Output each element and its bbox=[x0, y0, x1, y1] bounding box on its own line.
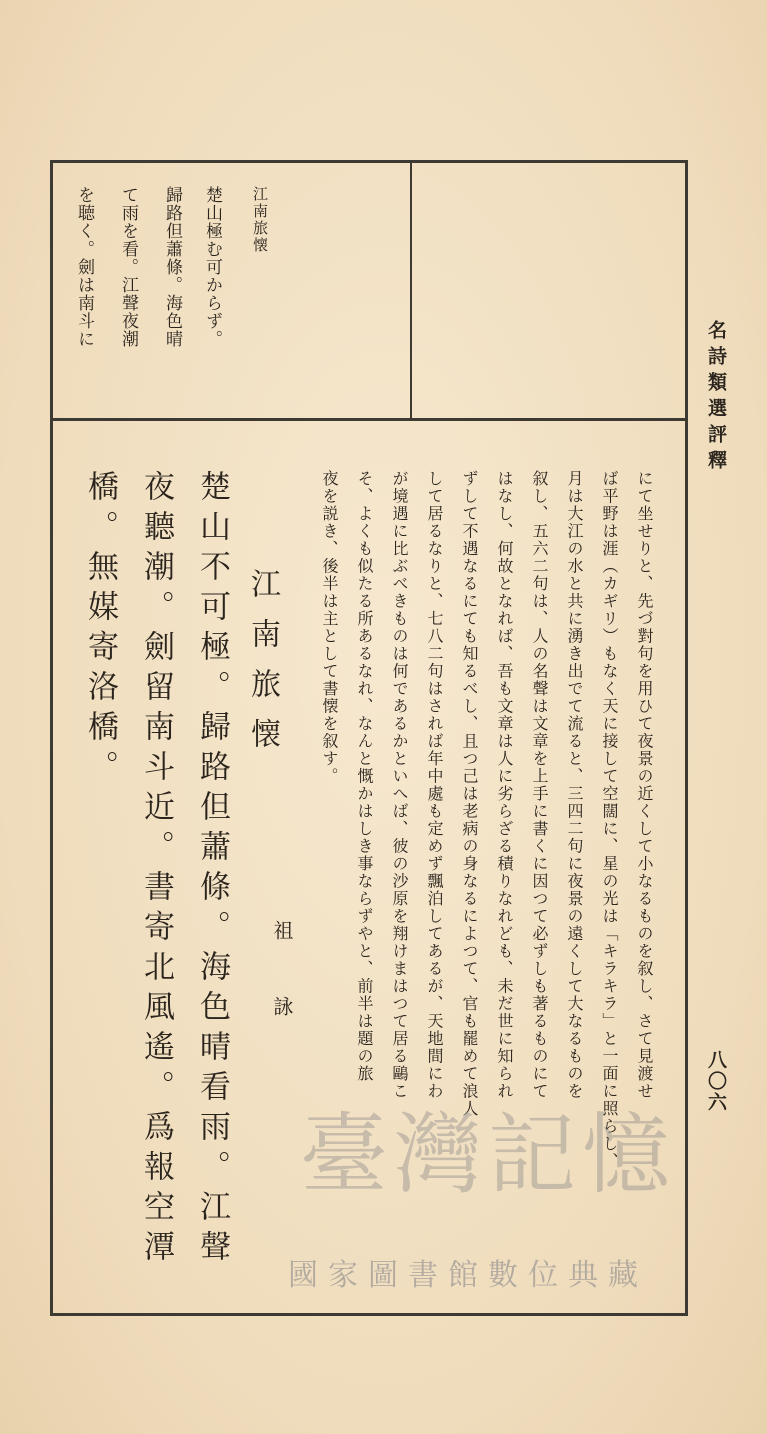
running-head: 名詩類選評釋 bbox=[705, 320, 727, 476]
commentary-line: ば平野は涯（カギリ）もなく天に接して空闊に、星の光は「キラキラ」と一面に照らし、 bbox=[600, 470, 619, 1170]
poem-line: 橋。無媒寄洛橋。 bbox=[82, 470, 118, 790]
commentary-line: そ、よくも似たる所あるなれ、なんと慨かはしき事ならずやと、前半は題の旅 bbox=[355, 470, 374, 1083]
watermark-logo: 臺灣記憶 bbox=[300, 1103, 677, 1206]
commentary-line: 叙し、五六二句は、人の名聲は文章を上手に書くに因つて必ずしも著るものにて bbox=[530, 470, 549, 1100]
commentary-line: はなし、何故となれば、吾も文章は人に劣らざる積りなれども、未だ世に知られ bbox=[495, 470, 514, 1100]
page-number: 八〇六 bbox=[705, 1050, 727, 1113]
top-box-line: を聴く。劍は南斗に bbox=[74, 186, 94, 348]
header-box-divider bbox=[410, 160, 412, 418]
commentary-line: 月は大江の水と共に湧き出でて流ると、三四二句に夜景の遠くして大なるものを bbox=[565, 470, 584, 1100]
top-box-line: 歸路但蕭條。海色晴 bbox=[162, 186, 182, 348]
commentary-line: が境遇に比ぶべきものは何であるかといへば、彼の沙原を翔けまはつて居る鷗こ bbox=[390, 470, 409, 1100]
poem-line: 夜聽潮。劍留南斗近。書寄北風遙。爲報空潭 bbox=[138, 470, 174, 1270]
poem-author: 祖詠 bbox=[270, 920, 294, 1072]
commentary-line: にて坐せりと、先づ對句を用ひて夜景の近くして小なるものを叙し、さて見渡せ bbox=[635, 470, 654, 1100]
commentary-line: ずして不遇なるにても知るべし、且つ己は老病の身なるによつて、官も罷めて浪人 bbox=[460, 470, 479, 1118]
library-stamp: 國家圖書館數位典藏 bbox=[288, 1258, 648, 1293]
commentary-line: 夜を説き、後半は主として書懐を叙す。 bbox=[320, 470, 339, 785]
commentary-line: して居るなりと、七八二句はされば年中處も定めず飄泊してあるが、天地間にわ bbox=[425, 470, 444, 1100]
top-box-line: 楚山極む可からず。 bbox=[202, 186, 222, 348]
poem-line: 楚山不可極。歸路但蕭條。海色晴看雨。江聲 bbox=[194, 470, 230, 1270]
poem-title: 江南旅懐 bbox=[245, 568, 280, 768]
top-box-line: て雨を看。江聲夜潮 bbox=[118, 186, 138, 348]
top-box-title: 江南旅懐 bbox=[251, 186, 269, 254]
header-divider bbox=[50, 418, 688, 421]
